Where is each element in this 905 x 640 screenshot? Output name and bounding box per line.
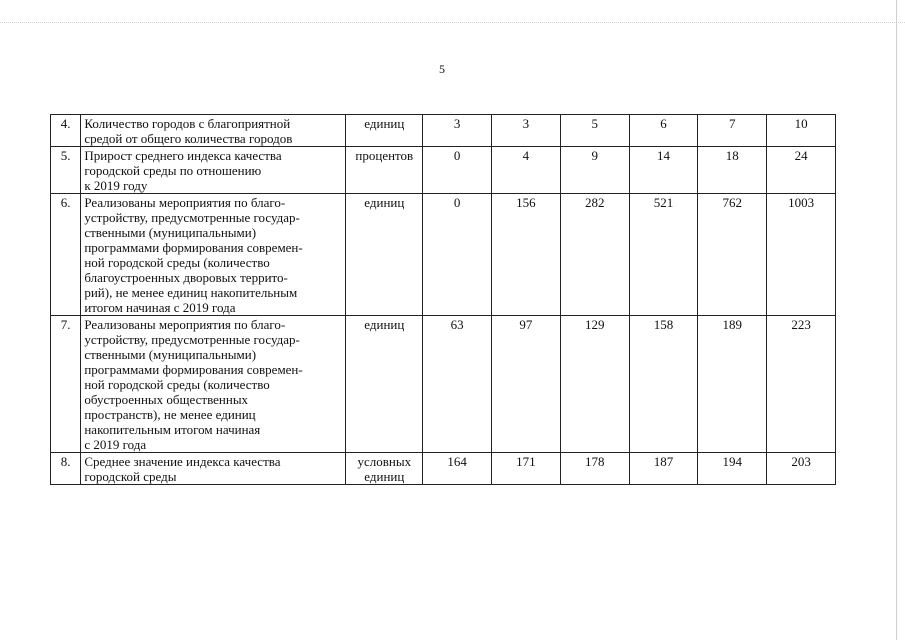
year-value: 223 [767,316,836,453]
description-line: благоустроенных дворовых террито- [84,270,288,285]
row-number: 8. [51,453,81,485]
description-line: обустроенных общественных [84,392,249,407]
year-value: 97 [492,316,561,453]
year-value: 9 [560,147,629,194]
description-line: ственными (муниципальными) [84,225,257,240]
year-value: 129 [560,316,629,453]
year-value: 282 [560,194,629,316]
scan-edge-right [896,0,905,640]
year-value: 3 [492,115,561,147]
year-value: 7 [698,115,767,147]
unit-line: единиц [364,317,405,332]
unit-line: условных [357,454,412,469]
unit-line: единиц [364,195,405,210]
unit-line: единиц [364,469,405,484]
description-line: устройству, предусмотренные государ- [84,210,300,225]
row-number: 4. [51,115,81,147]
description-line: Количество городов с благоприятной [84,116,291,131]
year-value: 171 [492,453,561,485]
description-line: городской среды [84,469,177,484]
year-value: 6 [629,115,698,147]
description-line: с 2019 года [84,437,147,452]
description-line: средой от общего количества городов [84,131,293,146]
year-value: 24 [767,147,836,194]
description-line: программами формирования современ- [84,240,303,255]
description-line: накопительным итогом начиная [84,422,261,437]
year-value: 4 [492,147,561,194]
description-line: Среднее значение индекса качества [84,454,281,469]
year-value: 10 [767,115,836,147]
indicator-description [81,316,346,453]
year-value: 63 [423,316,492,453]
unit-of-measure [346,115,423,147]
description-line: пространств), не менее единиц [84,407,256,422]
table-row [51,147,836,194]
description-line: Прирост среднего индекса качества [84,148,282,163]
description-line: устройству, предусмотренные государ- [84,332,300,347]
unit-of-measure [346,453,423,485]
description-line: Реализованы мероприятия по благо- [84,195,286,210]
row-number: 7. [51,316,81,453]
indicator-description [81,147,346,194]
table-row [51,316,836,453]
description-line: итогом начиная с 2019 года [84,300,236,315]
description-line: рий), не менее единиц накопительным [84,285,298,300]
year-value: 164 [423,453,492,485]
indicator-description [81,115,346,147]
unit-of-measure [346,147,423,194]
year-value: 156 [492,194,561,316]
table-body [51,115,836,485]
year-value: 5 [560,115,629,147]
row-number: 5. [51,147,81,194]
description-line: Реализованы мероприятия по благо- [84,317,286,332]
year-value: 0 [423,194,492,316]
table-row [51,115,836,147]
year-value: 187 [629,453,698,485]
unit-of-measure [346,194,423,316]
description-line: городской среды по отношению [84,163,262,178]
year-value: 18 [698,147,767,194]
table-row [51,194,836,316]
unit-line: единиц [364,116,405,131]
description-line: программами формирования современ- [84,362,303,377]
year-value: 3 [423,115,492,147]
year-value: 14 [629,147,698,194]
description-line: ной городской среды (количество [84,377,270,392]
year-value: 762 [698,194,767,316]
row-number: 6. [51,194,81,316]
page-number: 5 [439,62,445,76]
year-value: 189 [698,316,767,453]
description-line: к 2019 году [84,178,148,193]
description-line: ной городской среды (количество [84,255,270,270]
year-value: 203 [767,453,836,485]
indicators-table [50,114,836,485]
year-value: 194 [698,453,767,485]
year-value: 178 [560,453,629,485]
year-value: 1003 [767,194,836,316]
indicator-description [81,453,346,485]
unit-of-measure [346,316,423,453]
description-line: ственными (муниципальными) [84,347,257,362]
unit-line: процентов [355,148,414,163]
year-value: 0 [423,147,492,194]
table-row [51,453,836,485]
scan-edge-top [0,22,905,24]
year-value: 521 [629,194,698,316]
year-value: 158 [629,316,698,453]
indicator-description [81,194,346,316]
